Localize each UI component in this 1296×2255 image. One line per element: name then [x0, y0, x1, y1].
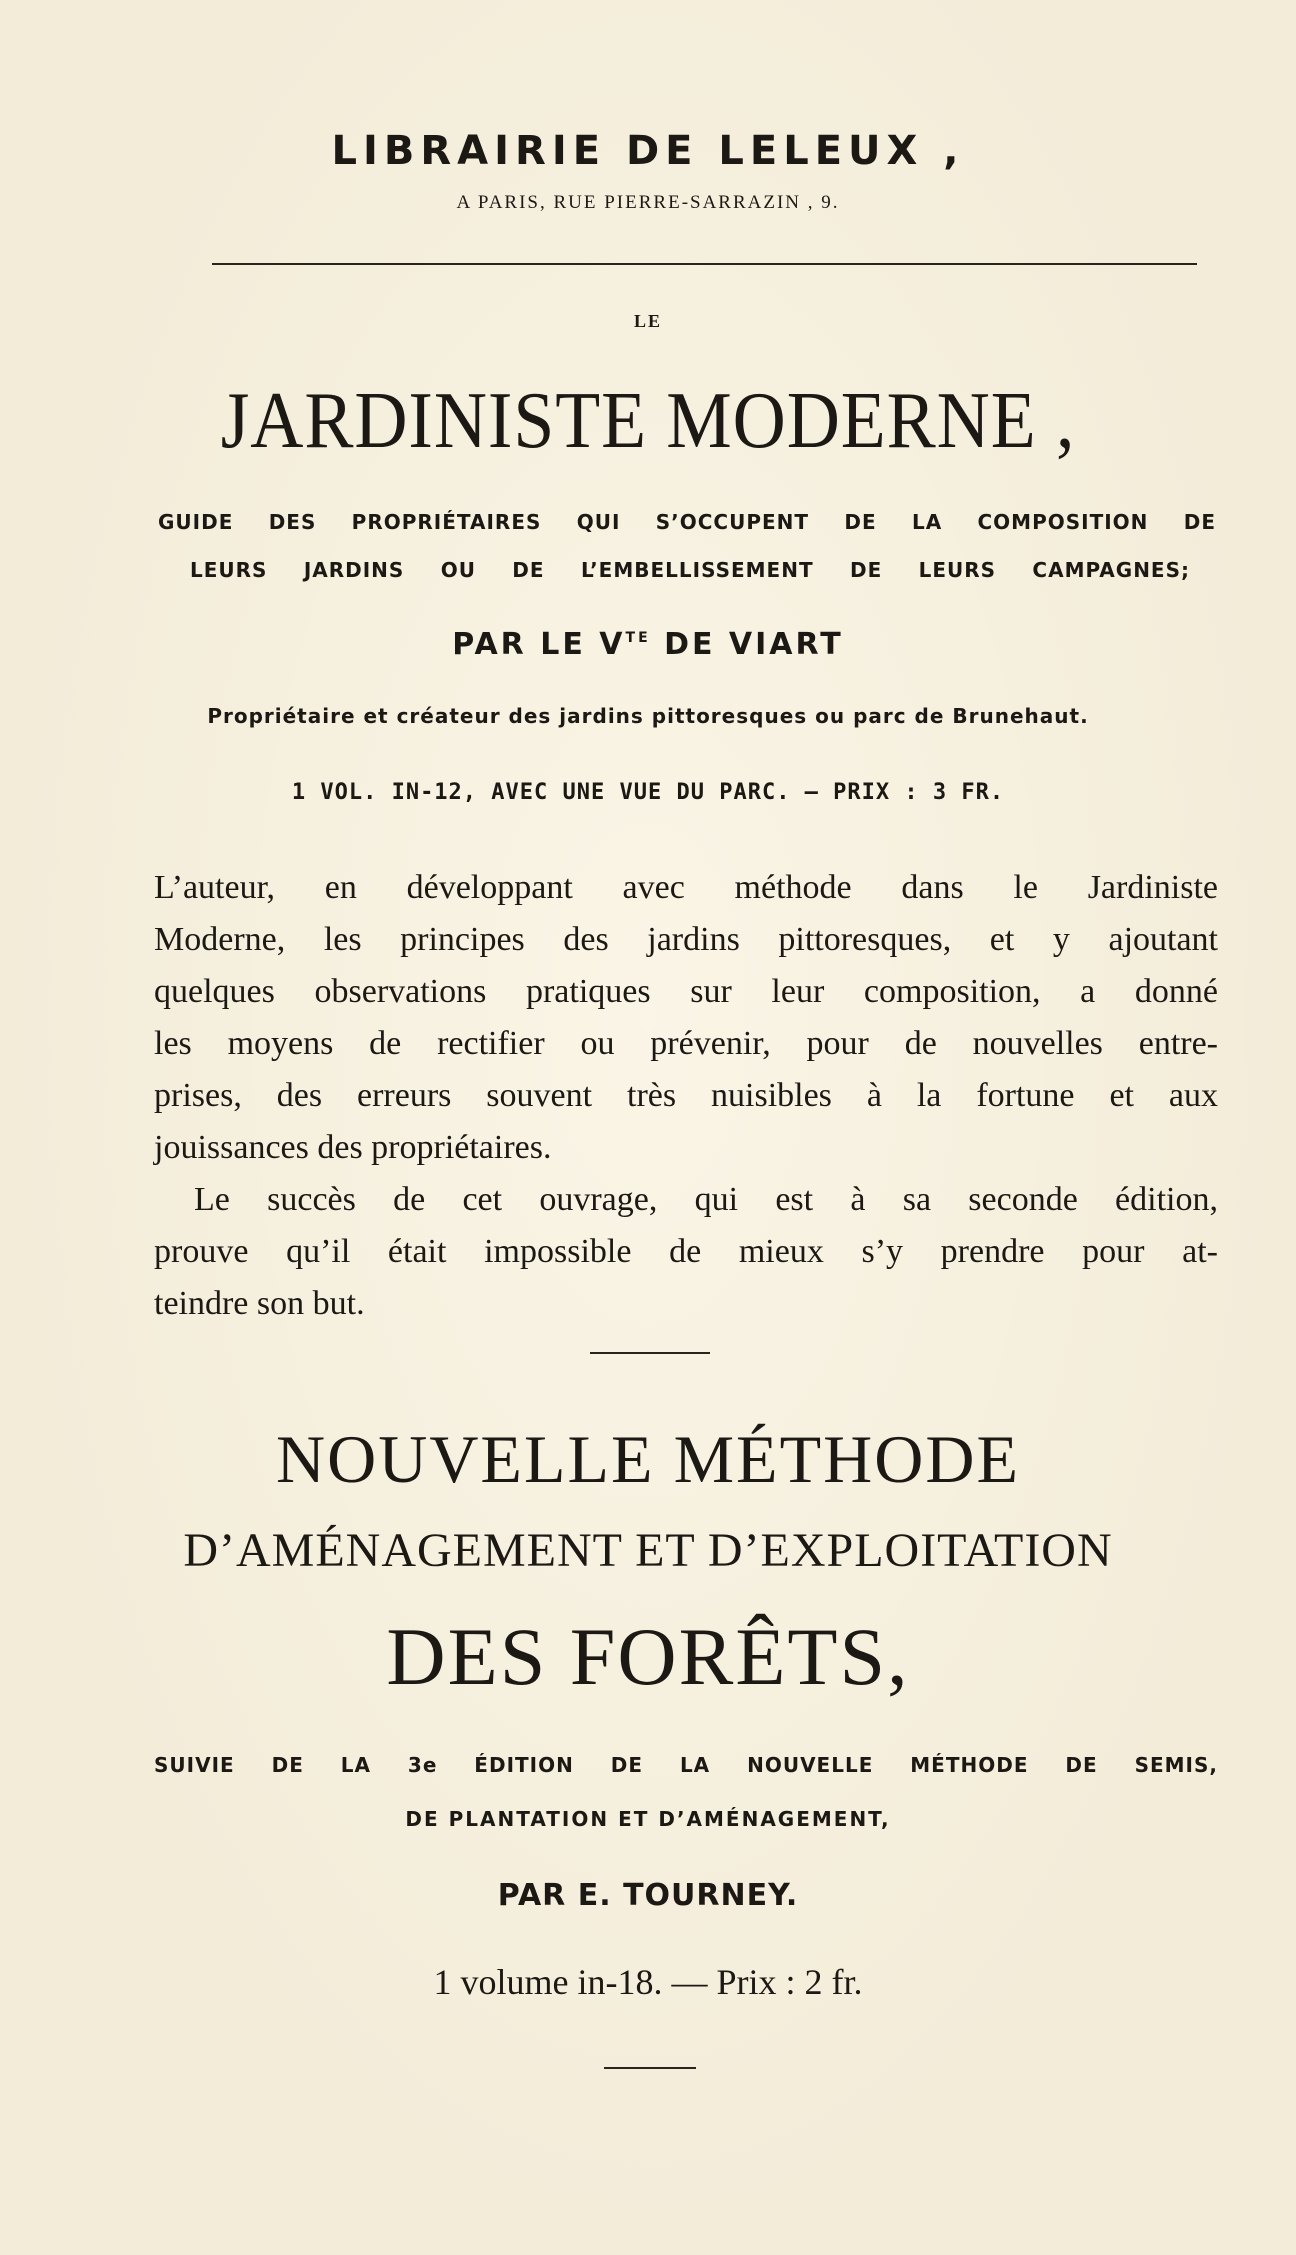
- book2-price-info: 1 volume in-18. — Prix : 2 fr.: [433, 1962, 863, 2002]
- book1-price-info: 1 VOL. IN-12, AVEC UNE VUE DU PARC. — PRIX : 3 FR.: [291, 780, 1005, 805]
- book1-title: JARDINISTE MODERNE ,: [220, 377, 1076, 465]
- section-divider: [590, 1352, 710, 1354]
- book2-subtitle-line-2: DE PLANTATION ET D’AMÉNAGEMENT,: [405, 1807, 891, 1831]
- description-line: Moderne, les principes des jardins pittoresques, et y ajoutant: [154, 921, 1218, 958]
- book1-article: LE: [633, 311, 662, 331]
- description-line: prouve qu’il était impossible de mieux s’y prendre pour at-: [154, 1233, 1218, 1270]
- description-line: les moyens de rectifier ou prévenir, pour de nouvelles entre-: [154, 1025, 1218, 1062]
- book1-author: [0, 627, 1296, 662]
- footer-divider: [604, 2067, 696, 2069]
- book1-author-prefix: PAR LE V: [452, 627, 626, 662]
- description-line: prises, des erreurs souvent très nuisibles à la fortune et aux: [154, 1077, 1218, 1114]
- publisher-address: A PARIS, RUE PIERRE-SARRAZIN , 9.: [456, 192, 840, 213]
- book2-title-line-2: D’AMÉNAGEMENT ET D’EXPLOITATION: [183, 1524, 1113, 1577]
- book2-title-line-1: NOUVELLE MÉTHODE: [276, 1421, 1020, 1497]
- book1-description: [154, 862, 1218, 1330]
- header-divider: [212, 263, 1197, 265]
- book1-author-name: DE VIART: [650, 627, 844, 662]
- description-line: teindre son but.: [154, 1285, 365, 1322]
- description-line: jouissances des propriétaires.: [154, 1129, 552, 1166]
- book1-subtitle-line-2: LEURS JARDINS OU DE L’EMBELLISSEMENT DE LEURS CAMPAGNES;: [190, 558, 1190, 582]
- publisher-name: LIBRAIRIE DE LELEUX ,: [331, 128, 965, 174]
- book1-author-title-abbrev: TE: [625, 630, 651, 646]
- description-line: quelques observations pratiques sur leur composition, a donné: [154, 973, 1218, 1010]
- book2-author: PAR E. TOURNEY.: [497, 1878, 799, 1913]
- book1-author-description: Propriétaire et créateur des jardins pittoresques ou parc de Brunehaut.: [207, 704, 1089, 728]
- book2-title-line-3: DES FORÊTS,: [386, 1611, 910, 1702]
- description-line: Le succès de cet ouvrage, qui est à sa seconde édition,: [194, 1181, 1218, 1218]
- book1-subtitle-line-1: GUIDE DES PROPRIÉTAIRES QUI S’OCCUPENT DE LA COMPOSITION DE: [158, 510, 1216, 534]
- description-line: L’auteur, en développant avec méthode dans le Jardiniste: [154, 869, 1218, 906]
- book2-subtitle-line-1: SUIVIE DE LA 3e ÉDITION DE LA NOUVELLE MÉTHODE DE SEMIS,: [154, 1753, 1218, 1777]
